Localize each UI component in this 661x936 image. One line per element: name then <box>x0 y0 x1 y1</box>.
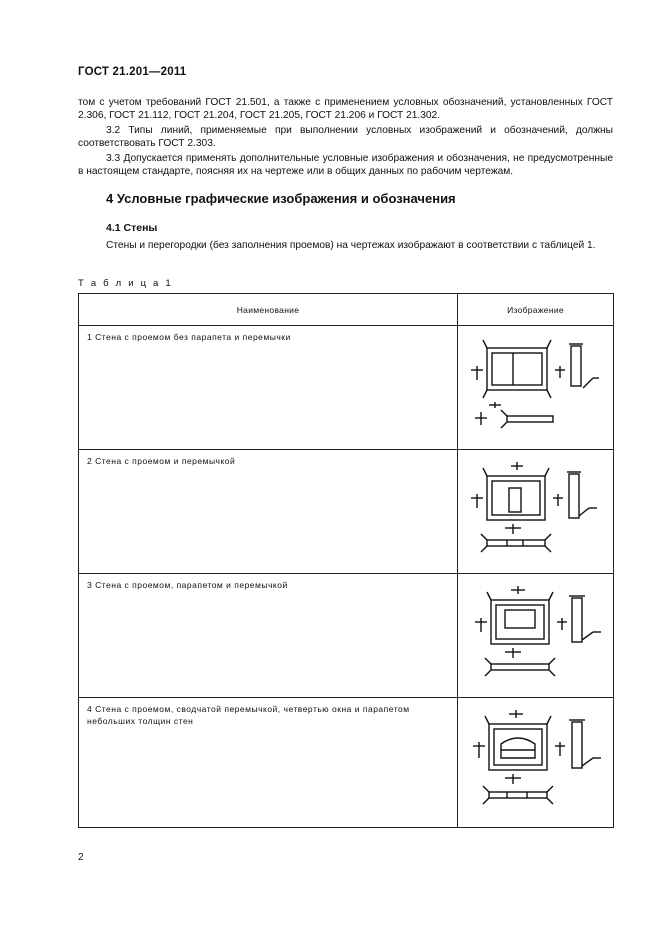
section-heading: 4 Условные графические изображения и обозначения <box>106 191 456 206</box>
row-name: 4 Стена с проемом, сводчатой перемычкой, четвертью окна и парапетом небольших толщин стен <box>79 698 458 828</box>
walls-table <box>78 293 614 828</box>
wall-opening-arched-lintel-symbol <box>461 702 611 816</box>
header-image: Изображение <box>458 294 614 326</box>
paragraph-walls: Стены и перегородки (без заполнения проемов) на чертежах изображают в соответствии с таблицей 1. <box>106 240 596 251</box>
wall-opening-parapet-lintel-symbol <box>461 578 611 688</box>
wall-symbol-cell <box>458 698 614 828</box>
paragraph-3-3: 3.3 Допускается применять дополнительные условные изображения и обозначения, не предусмотренные в настоящем стандарте, поясняя их на чертеже или в общих данных по рабочим чертежам. <box>78 153 613 178</box>
table-row <box>79 450 614 574</box>
wall-opening-with-lintel-symbol <box>461 454 611 564</box>
wall-symbol-cell <box>458 574 614 698</box>
wall-opening-no-parapet-symbol <box>461 330 611 440</box>
table-row <box>79 574 614 698</box>
paragraph-3-2: 3.2 Типы линий, применяемые при выполнении условных изображений и обозначений, должны соответствовать ГОСТ 2.303. <box>78 125 613 150</box>
subsection-heading: 4.1 Стены <box>106 222 158 234</box>
paragraph-continuation: том с учетом требований ГОСТ 21.501, а также с применением условных обозначений, установленных ГОСТ 2.306, ГОСТ 21.112, ГОСТ 21.204, ГОСТ 21.205, ГОСТ 21.206 и ГОСТ 21.302. <box>78 97 613 122</box>
wall-symbol-cell <box>458 326 614 450</box>
row-name: 2 Стена с проемом и перемычкой <box>79 450 458 574</box>
header-name: Наименование <box>79 294 458 326</box>
table-caption: Т а б л и ц а 1 <box>78 278 173 289</box>
wall-symbol-cell <box>458 450 614 574</box>
page-number: 2 <box>78 852 84 863</box>
table-row <box>79 698 614 828</box>
row-name: 1 Стена с проемом без парапета и перемычки <box>79 326 458 450</box>
table-header-row <box>79 294 614 326</box>
table-row <box>79 326 614 450</box>
row-name: 3 Стена с проемом, парапетом и перемычкой <box>79 574 458 698</box>
document-header: ГОСТ 21.201—2011 <box>78 66 187 78</box>
